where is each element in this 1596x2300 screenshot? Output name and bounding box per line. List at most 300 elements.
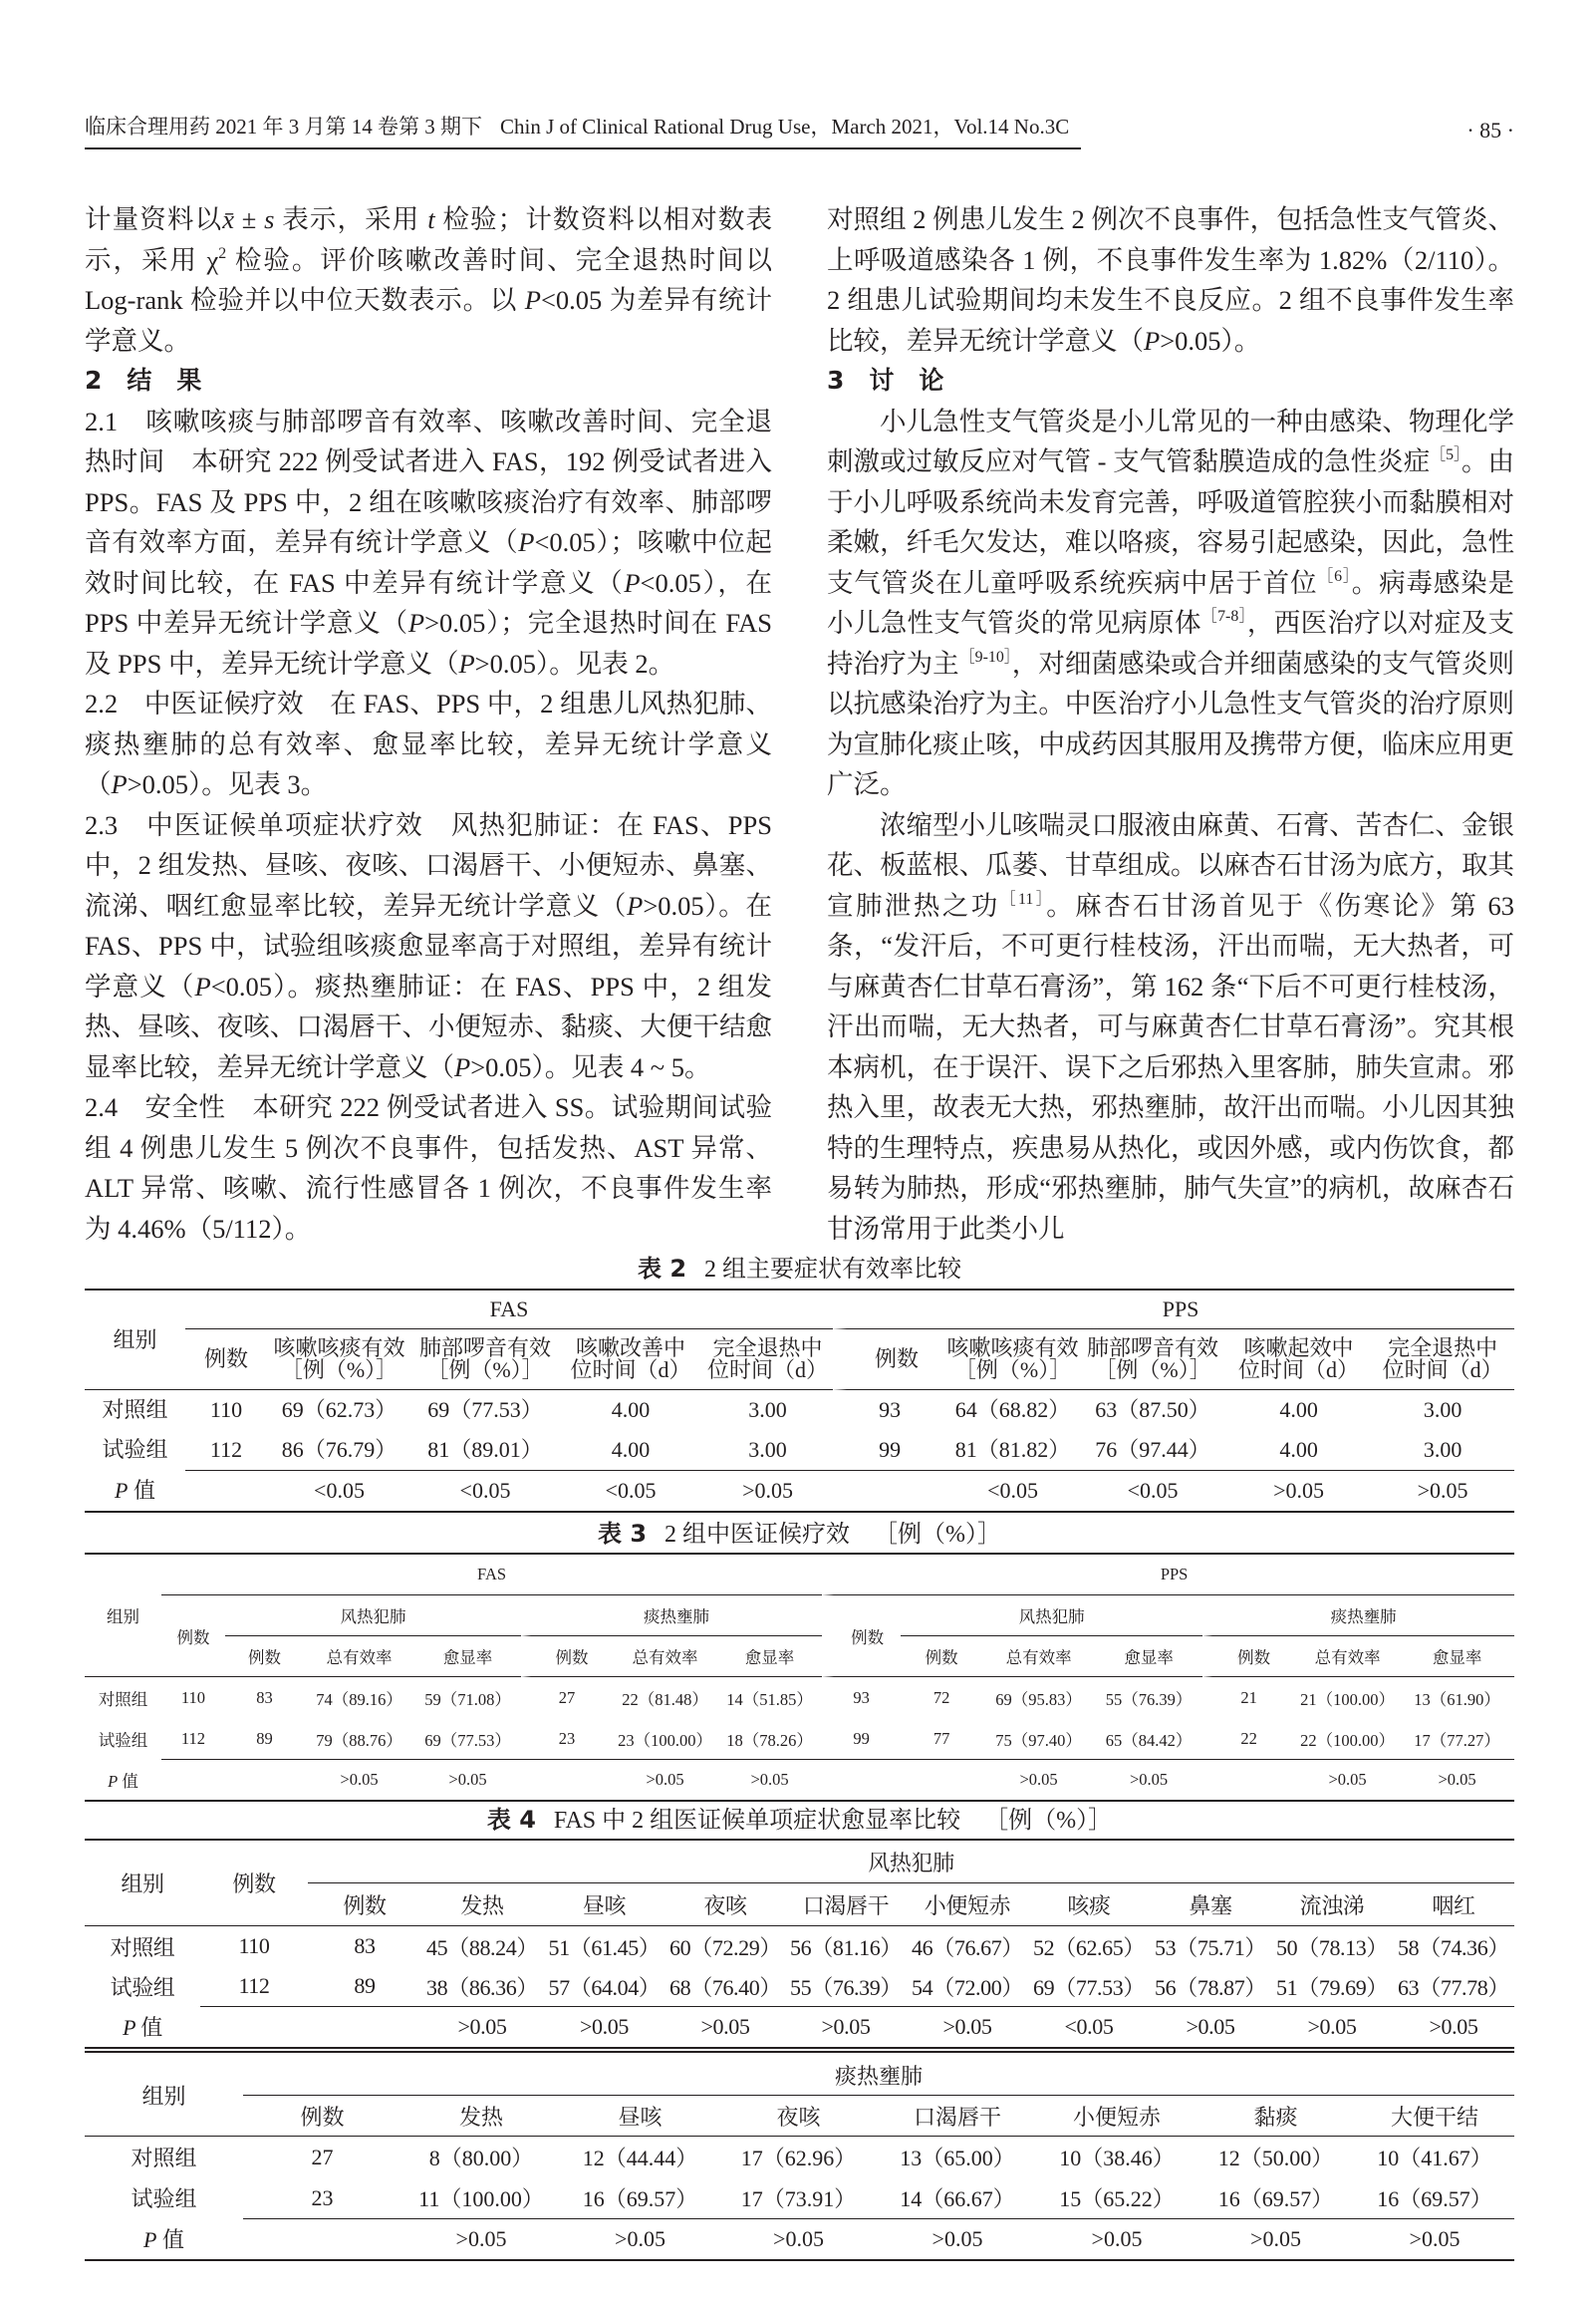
p-value: [161, 1759, 225, 1800]
text-run: >0.05）。在 FAS、PPS 中，试验组咳痰愈显率高于对照组，差异有统计学意义（: [85, 890, 773, 1002]
group-label: 试验组: [102, 1437, 168, 1462]
header-line: 位时间（d）: [707, 1357, 829, 1382]
italic-symbol: P: [624, 567, 641, 598]
table-row: [85, 2177, 1514, 2218]
header-col: 发热: [401, 2096, 561, 2137]
table-cell: 54（72.00）: [912, 1974, 1023, 2000]
text-run: 表示，采用: [274, 204, 428, 234]
table-cell: 57（64.04）: [548, 1974, 661, 2000]
p-value: >0.05: [561, 2218, 719, 2259]
table-cell: 112: [238, 1973, 270, 1998]
p-value: [225, 1759, 304, 1800]
text-run: 2.4 安全性 本研究 222 例受试者进入 SS。试验期间试验组 4 例患儿发生 5 例次不良事件，包括发热、AST 异常、ALT 异常、咳嗽、流行性感冒各 1 例次，不良事件发生率为 4.46%（5/112）。: [85, 1092, 772, 1244]
header-col: 小便短赤: [907, 1883, 1028, 1926]
header-line: 咳嗽咳痰有效: [273, 1335, 405, 1360]
section-heading: [827, 361, 1514, 402]
paragraph: [827, 199, 1514, 361]
paragraph: [85, 805, 772, 1088]
table-cell: 63（77.78）: [1398, 1974, 1509, 2000]
table-cell: 14（51.85）: [726, 1689, 813, 1709]
header-subcol: 例数: [225, 1636, 304, 1677]
table-cell: 89: [354, 1973, 376, 1998]
text-run: 检验。评价咳嗽改善时间、完全退热时间以 Log-rank 检验并以中位天数表示。以: [85, 244, 773, 315]
table-cell: 81（81.82）: [954, 1437, 1071, 1462]
journal-title-en: Chin J of Clinical Rational Drug Use，March 2021，Vol.14 No.3C: [500, 115, 1070, 139]
header-col: 口渴唇干: [878, 2096, 1037, 2137]
table-cell: 112: [209, 1437, 243, 1462]
table-divider: [85, 2051, 1514, 2053]
p-value: [521, 1759, 613, 1800]
table-cell: 4.00: [1279, 1437, 1318, 1462]
table-cell: 112: [180, 1728, 206, 1748]
p-value: >0.05: [907, 2006, 1028, 2047]
paragraph: [827, 805, 1514, 1250]
header-group: 组别: [85, 1291, 185, 1390]
italic-symbol: P: [458, 648, 475, 679]
header-subcol: 例数: [521, 1636, 613, 1677]
header-group: 组别: [85, 1555, 161, 1677]
header-line: 咳嗽咳痰有效: [946, 1335, 1079, 1360]
text-run: >0.05）。见表 3。: [127, 769, 328, 799]
table-cell: 3.00: [1423, 1437, 1463, 1462]
table-cell: 56（81.16）: [790, 1934, 902, 1960]
table-cell: 69（77.53）: [427, 1397, 543, 1422]
header-line: 肺部啰音有效: [418, 1335, 551, 1360]
table-cell: 16（69.57）: [1377, 2186, 1492, 2211]
table-cell: 23（100.00）: [618, 1730, 712, 1750]
table-cell: 93: [853, 1687, 870, 1707]
p-value: >0.05: [1226, 1470, 1371, 1511]
header-subcol: 总有效率: [1295, 1636, 1400, 1677]
citation-ref: ［9-10］: [958, 648, 1012, 666]
table-cell: 55（76.39）: [790, 1974, 902, 2000]
italic-symbol: t: [427, 204, 435, 234]
table-cell: 69（95.83）: [995, 1689, 1082, 1709]
table-cell: 22: [1240, 1728, 1257, 1748]
table-cell: 53（75.71）: [1155, 1934, 1266, 1960]
table-cell: 11（100.00）: [418, 2186, 544, 2211]
header-line: 完全退热中: [1388, 1335, 1498, 1360]
header-line: 咳嗽起效中: [1243, 1335, 1354, 1360]
table-cell: 22（100.00）: [1300, 1730, 1395, 1750]
table-cell: 69（62.73）: [281, 1397, 398, 1422]
p-value-row: [85, 2218, 1514, 2259]
table-row: [85, 1718, 1514, 1759]
header-subcol: 愈显率: [414, 1636, 521, 1677]
p-label-text: 值: [135, 2015, 162, 2040]
table-cell: 12（50.00）: [1217, 2146, 1334, 2170]
section-number: 2: [85, 366, 103, 395]
header-wind: 风热犯肺: [308, 1841, 1514, 1883]
table-cell: 14（66.67）: [900, 2186, 1015, 2211]
table-cell: 83: [256, 1687, 273, 1707]
header-col: 大便干结: [1355, 2096, 1514, 2137]
header-pps-wind: 风热犯肺: [901, 1595, 1202, 1636]
p-value: >0.05: [1295, 1759, 1400, 1800]
text-run: 计量资料以: [85, 204, 223, 234]
p-value: >0.05: [702, 1470, 833, 1511]
table-cell: 93: [879, 1397, 902, 1422]
p-value: [901, 1759, 982, 1800]
group-label: 对照组: [131, 2146, 197, 2170]
table-cell: 13（61.90）: [1414, 1689, 1500, 1709]
table-row: [85, 1966, 1514, 2006]
table-cell: 99: [879, 1437, 902, 1462]
p-value-row: [85, 1759, 1514, 1800]
header-line: 完全退热中: [712, 1335, 823, 1360]
header-pps-col: [946, 1329, 1079, 1390]
table-row: [85, 2137, 1514, 2177]
p-value: >0.05: [1095, 1759, 1202, 1800]
table-cell: 27: [311, 2144, 334, 2169]
header-col: 例数: [243, 2096, 401, 2137]
table-cell: 79（88.76）: [316, 1730, 402, 1750]
text-run: <0.05）；咳嗽中位起效时间比较，在 FAS 中差异有统计学意义（: [85, 527, 772, 598]
table-cell: 110: [209, 1397, 243, 1422]
header-pps-col: [1371, 1329, 1514, 1390]
table-row: [85, 1926, 1514, 1966]
header-col: 流浊涕: [1271, 1883, 1393, 1926]
text-run: ，对细菌感染或合并细菌感染的支气管炎则以抗感染治疗为主。中医治疗小儿急性支气管炎的治疗原则为宣肺化痰止咳，中成药因其服用及携带方便，临床应用更广泛。: [827, 648, 1514, 799]
citation-ref: 2: [218, 244, 227, 262]
header-phlegm: 痰热壅肺: [243, 2055, 1514, 2096]
header-group: 组别: [85, 2055, 243, 2137]
table4-phlegm-heat: [85, 2055, 1514, 2261]
italic-symbol: x̄: [222, 204, 235, 234]
table-cell: 77: [932, 1728, 950, 1748]
table-cell: 27: [558, 1687, 576, 1707]
header-line: 位时间（d）: [1382, 1357, 1503, 1382]
p-value: [243, 2218, 401, 2259]
paragraph: [85, 1087, 772, 1249]
p-value: [308, 2006, 421, 2047]
header-col: 黏痰: [1197, 2096, 1355, 2137]
p-value: >0.05: [719, 2218, 878, 2259]
p-value: >0.05: [1400, 1759, 1514, 1800]
group-label: 对照组: [98, 1689, 148, 1709]
table-cell: 86（76.79）: [281, 1437, 398, 1462]
header-fas: FAS: [161, 1555, 822, 1595]
table-cell: 56（78.87）: [1155, 1974, 1266, 2000]
p-value: <0.05: [1079, 1470, 1226, 1511]
page-number: · 85 ·: [1466, 118, 1514, 143]
table-cell: 55（76.39）: [1105, 1689, 1193, 1709]
p-value: >0.05: [878, 2218, 1037, 2259]
header-subcol: 总有效率: [304, 1636, 414, 1677]
table-cell: 16（69.57）: [582, 2186, 698, 2211]
table-cell: 45（88.24）: [426, 1934, 538, 1960]
table3-caption: [85, 1519, 1514, 1550]
text-run: 小儿急性支气管炎是小儿常见的一种由感染、物理化学刺激或过敏反应对气管 - 支气管黏膜造成的急性炎症: [827, 406, 1514, 476]
italic-symbol: s: [264, 204, 275, 234]
text-run: <0.05 为差异有统计学意义。: [85, 285, 772, 356]
header-col: 小便短赤: [1037, 2096, 1197, 2137]
table-cell: 51（61.45）: [548, 1934, 661, 1960]
table-cell: 68（76.40）: [669, 1974, 781, 2000]
header-line: ［例（%）］: [280, 1357, 399, 1382]
p-value: >0.05: [1150, 2006, 1271, 2047]
p-value: <0.05: [267, 1470, 411, 1511]
header-col: 昼咳: [561, 2096, 719, 2137]
p-value-label: [85, 2218, 243, 2259]
italic-symbol: P: [627, 890, 644, 921]
text-run: 检验；计数资料以相对数表示，采用 χ: [85, 204, 773, 275]
header-n-fas: 例数: [161, 1595, 225, 1677]
header-line: ［例（%）］: [953, 1357, 1072, 1382]
header-n: 例数: [833, 1329, 946, 1390]
header-subcol: 愈显率: [717, 1636, 822, 1677]
p-value-label: [85, 1759, 161, 1800]
italic-symbol: P: [1144, 325, 1161, 356]
p-value-label: [85, 1470, 185, 1511]
header-subcol: 总有效率: [613, 1636, 717, 1677]
text-run: 浓缩型小儿咳喘灵口服液由麻黄、石膏、苦杏仁、金银花、板蓝根、瓜蒌、甘草组成。以麻杏石甘汤为底方，取其宣肺泄热之功: [827, 809, 1514, 921]
text-run: 2.2 中医证候疗效 在 FAS、PPS 中，2 组患儿风热犯肺、痰热壅肺的总有效率、愈显率比较，差异无统计学意义（: [85, 689, 772, 799]
header-line: 肺部啰音有效: [1087, 1335, 1219, 1360]
table2: [85, 1289, 1514, 1513]
table4-unit: ［例（%）］: [984, 1808, 1113, 1834]
table-cell: 65（84.42）: [1105, 1730, 1193, 1750]
right-column: [827, 199, 1514, 1249]
text-run: 2.3 中医证候单项症状疗效 风热犯肺证：在 FAS、PPS 中，2 组发热、昼咳、夜咳、口渴唇干、小便短赤、鼻塞、流涕、咽红愈显率比较，差异无统计学意义（: [85, 809, 772, 921]
table4-title: FAS 中 2 组医证候单项症状愈显率比较: [553, 1808, 961, 1834]
table-cell: 3.00: [1423, 1397, 1463, 1422]
p-value: [185, 1470, 267, 1511]
header-col: 夜咳: [719, 2096, 878, 2137]
p-value: >0.05: [1355, 2218, 1514, 2259]
p-value: >0.05: [1393, 2006, 1514, 2047]
header-fas: FAS: [185, 1291, 833, 1329]
paragraph: [85, 402, 772, 685]
p-value: >0.05: [1037, 2218, 1197, 2259]
header-line: ［例（%）］: [1094, 1357, 1211, 1382]
p-label-text: 值: [128, 1477, 155, 1503]
table-cell: 58（74.36）: [1398, 1934, 1509, 1960]
italic-symbol: P: [407, 608, 425, 638]
header-subcol: 总有效率: [982, 1636, 1095, 1677]
table-cell: 59（71.08）: [424, 1689, 511, 1709]
table-cell: 64（68.82）: [954, 1397, 1071, 1422]
header-fas-col: [702, 1329, 833, 1390]
p-value: [1202, 1759, 1295, 1800]
text-run: >0.05）。: [1160, 325, 1261, 356]
citation-ref: ［6］: [1317, 567, 1352, 585]
header-fas-wind: 风热犯肺: [225, 1595, 521, 1636]
table3-unit: ［例（%）］: [874, 1522, 1002, 1548]
table-cell: 50（78.13）: [1276, 1934, 1388, 1960]
table-cell: 22（81.48）: [622, 1689, 708, 1709]
citation-ref: ［11］: [999, 890, 1047, 908]
header-subcol: 例数: [1202, 1636, 1295, 1677]
text-run: >0.05）。见表 4 ~ 5。: [470, 1051, 711, 1082]
p-value: >0.05: [665, 2006, 785, 2047]
header-col: 夜咳: [665, 1883, 785, 1926]
table4-caption: [85, 1805, 1514, 1836]
p-value: >0.05: [613, 1759, 717, 1800]
table-cell: 21: [1240, 1687, 1257, 1707]
journal-title-cn: 临床合理用药 2021 年 3 月第 14 卷第 3 期下: [85, 115, 482, 139]
table3: [85, 1553, 1514, 1802]
header-line: ［例（%）］: [426, 1357, 544, 1382]
header-pps-col: [1226, 1329, 1371, 1390]
table-cell: 3.00: [748, 1437, 787, 1462]
p-value: [822, 1759, 901, 1800]
p-symbol: P: [115, 1477, 129, 1503]
citation-ref: ［5］: [1430, 445, 1462, 463]
table-cell: 46（76.67）: [912, 1934, 1023, 1960]
group-label: 试验组: [110, 1974, 175, 2000]
header-pps-phlegm: 痰热壅肺: [1202, 1595, 1514, 1636]
p-value: <0.05: [559, 1470, 702, 1511]
p-value: <0.05: [946, 1470, 1079, 1511]
table-cell: 23: [311, 2184, 334, 2210]
table-cell: 52（62.65）: [1033, 1934, 1145, 1960]
text-run: 。病毒感染是小儿急性支气管炎的常见病原体: [827, 567, 1515, 638]
text-run: ，西医治疗以对症及支持治疗为主: [827, 608, 1515, 679]
text-run: >0.05）。见表 2。: [474, 648, 675, 679]
table-cell: 4.00: [1279, 1397, 1318, 1422]
table-cell: 16（69.57）: [1217, 2186, 1334, 2211]
p-value: >0.05: [717, 1759, 822, 1800]
table2-number: 表 2: [637, 1255, 687, 1283]
italic-symbol: P: [111, 769, 128, 799]
left-column: [85, 199, 772, 1249]
table-cell: 72: [932, 1687, 950, 1707]
header-line: 咳嗽改善中: [575, 1335, 685, 1360]
table-cell: 81（89.01）: [427, 1437, 543, 1462]
running-header: [85, 112, 1081, 149]
table-cell: 13（65.00）: [900, 2146, 1015, 2170]
table-cell: 63（87.50）: [1095, 1397, 1210, 1422]
group-label: 对照组: [110, 1934, 175, 1960]
text-run: 对照组 2 例患儿发生 2 例次不良事件，包括急性支气管炎、上呼吸道感染各 1 例，不良事件发生率为 1.82%（2/110）。2 组患儿试验期间均未发生不良反应。2 组不良事件发生率比较，差异无统计学意义（: [827, 204, 1514, 356]
p-value: [200, 2006, 308, 2047]
p-value: >0.05: [982, 1759, 1095, 1800]
table-cell: 69（77.53）: [1033, 1974, 1145, 2000]
header-col: 咽红: [1393, 1883, 1514, 1926]
table-cell: 10（41.67）: [1377, 2146, 1492, 2170]
group-label: 对照组: [102, 1397, 168, 1422]
text-run: >0.05）；完全退热时间在 FAS 及 PPS 中，差异无统计学意义（: [85, 608, 772, 679]
section-title: 讨 论: [869, 366, 944, 395]
p-value: >0.05: [414, 1759, 521, 1800]
header-line: 位时间（d）: [570, 1357, 691, 1382]
table-cell: 74（89.16）: [316, 1689, 402, 1709]
p-value: >0.05: [1197, 2218, 1355, 2259]
header-pps: PPS: [822, 1555, 1514, 1595]
header-fas-phlegm: 痰热壅肺: [521, 1595, 822, 1636]
citation-ref: ［7-8］: [1200, 607, 1247, 625]
header-fas-col: [411, 1329, 559, 1390]
p-label-text: 值: [118, 1771, 138, 1791]
header-group: 组别: [85, 1841, 200, 1926]
header-n: 例数: [200, 1841, 308, 1926]
table4-number: 表 4: [486, 1806, 536, 1834]
header-pps: PPS: [833, 1291, 1514, 1329]
header-fas-col: [559, 1329, 702, 1390]
table-cell: 89: [256, 1728, 273, 1748]
p-label-text: 值: [156, 2227, 184, 2252]
p-value: [833, 1470, 946, 1511]
italic-symbol: P: [518, 527, 535, 557]
table-cell: 38（86.36）: [426, 1974, 538, 2000]
group-label: 试验组: [98, 1730, 148, 1750]
italic-symbol: P: [454, 1051, 471, 1082]
header-col: 发热: [421, 1883, 543, 1926]
p-value: >0.05: [1371, 1470, 1514, 1511]
table-cell: 60（72.29）: [669, 1934, 781, 1960]
table-row: [85, 1390, 1514, 1430]
header-col: 昼咳: [543, 1883, 665, 1926]
table-cell: 18（78.26）: [726, 1730, 813, 1750]
table-cell: 110: [238, 1933, 270, 1958]
text-run: 。由于小儿呼吸系统尚未发育完善，呼吸道管腔狭小而黏膜相对柔嫩，纤毛欠发达，难以咯痰，容易引起感染，因此，急性支气管炎在儿童呼吸系统疾病中居于首位: [827, 446, 1515, 598]
table-cell: 3.00: [748, 1397, 787, 1422]
table-cell: 8（80.00）: [428, 2146, 534, 2170]
table-row: [85, 1430, 1514, 1470]
table-cell: 110: [180, 1687, 206, 1707]
header-col: 咳痰: [1028, 1883, 1150, 1926]
table-cell: 17（73.91）: [740, 2186, 857, 2211]
header-col: 鼻塞: [1150, 1883, 1271, 1926]
p-value: >0.05: [785, 2006, 907, 2047]
table3-title: 2 组中医证候疗效: [665, 1522, 851, 1548]
text-run: 。麻杏石甘汤首见于《伤寒论》第 63 条，“发汗后，不可更行桂枝汤，汗出而喘，无大热者，可与麻黄杏仁甘草石膏汤”，第 162 条“下后不可更行桂枝汤，汗出而喘，无大热者，可与麻黄杏仁甘草石膏汤”。究其根本病机，在于误汗、误下之后邪热入里客肺，肺失宣肃。邪热入里，故表无大热，邪热壅肺，故汗出而喘。小儿因其独特的生理特点，疾患易从热化，或因外感，或内伤饮食，都易转为肺热，形成“邪热壅肺，肺气失宣”的病机，故麻杏石甘汤常用于此类小儿: [827, 890, 1515, 1244]
p-value: >0.05: [421, 2006, 543, 2047]
paragraph: [85, 684, 772, 805]
p-value-row: [85, 2006, 1514, 2047]
table-cell: 4.00: [611, 1437, 651, 1462]
paragraph: [827, 402, 1514, 805]
table-cell: 99: [853, 1728, 870, 1748]
table-cell: 69（77.53）: [424, 1730, 511, 1750]
text-run: <0.05）。痰热壅肺证：在 FAS、PPS 中，2 组发热、昼咳、夜咳、口渴唇干、小便短赤、黏痰、大便干结愈显率比较，差异无统计学意义（: [85, 971, 772, 1082]
table2-title: 2 组主要症状有效率比较: [704, 1257, 962, 1283]
p-value: >0.05: [401, 2218, 561, 2259]
section-title: 结 果: [127, 366, 202, 395]
header-fas-col: [267, 1329, 411, 1390]
p-value: >0.05: [543, 2006, 665, 2047]
header-subcol: 例数: [901, 1636, 982, 1677]
p-symbol: P: [123, 2015, 136, 2040]
table-cell: 15（65.22）: [1059, 2186, 1175, 2211]
header-subcol: 愈显率: [1095, 1636, 1202, 1677]
table-cell: 23: [558, 1728, 576, 1748]
section-number: 3: [827, 366, 845, 395]
table-cell: 76（97.44）: [1095, 1437, 1210, 1462]
p-value-label: [85, 2006, 200, 2047]
header-col: 例数: [308, 1883, 421, 1926]
header-subcol: 愈显率: [1400, 1636, 1514, 1677]
section-heading: [85, 361, 772, 402]
header-n-pps: 例数: [822, 1595, 901, 1677]
table-cell: 17（77.27）: [1414, 1730, 1500, 1750]
table2-caption: [85, 1254, 1514, 1285]
table4-wind-heat: [85, 1839, 1514, 2049]
text-run: ±: [234, 204, 265, 234]
text-run: 2.1 咳嗽咳痰与肺部啰音有效率、咳嗽改善时间、完全退热时间 本研究 222 例受试者进入 FAS，192 例受试者进入 PPS。FAS 及 PPS 中，2 组在咳嗽咳痰治疗有效率、肺部啰音有效率方面，差异有统计学意义（: [85, 406, 772, 557]
header-col: 口渴唇干: [785, 1883, 907, 1926]
p-symbol: P: [143, 2227, 157, 2252]
table-cell: 17（62.96）: [740, 2146, 857, 2170]
p-value-row: [85, 1470, 1514, 1511]
table-cell: 83: [354, 1933, 376, 1958]
p-value: >0.05: [1271, 2006, 1393, 2047]
table-cell: 21（100.00）: [1300, 1689, 1395, 1709]
text-run: <0.05），在 PPS 中差异无统计学意义（: [85, 567, 772, 638]
table-row: [85, 1677, 1514, 1718]
header-pps-col: [1079, 1329, 1226, 1390]
